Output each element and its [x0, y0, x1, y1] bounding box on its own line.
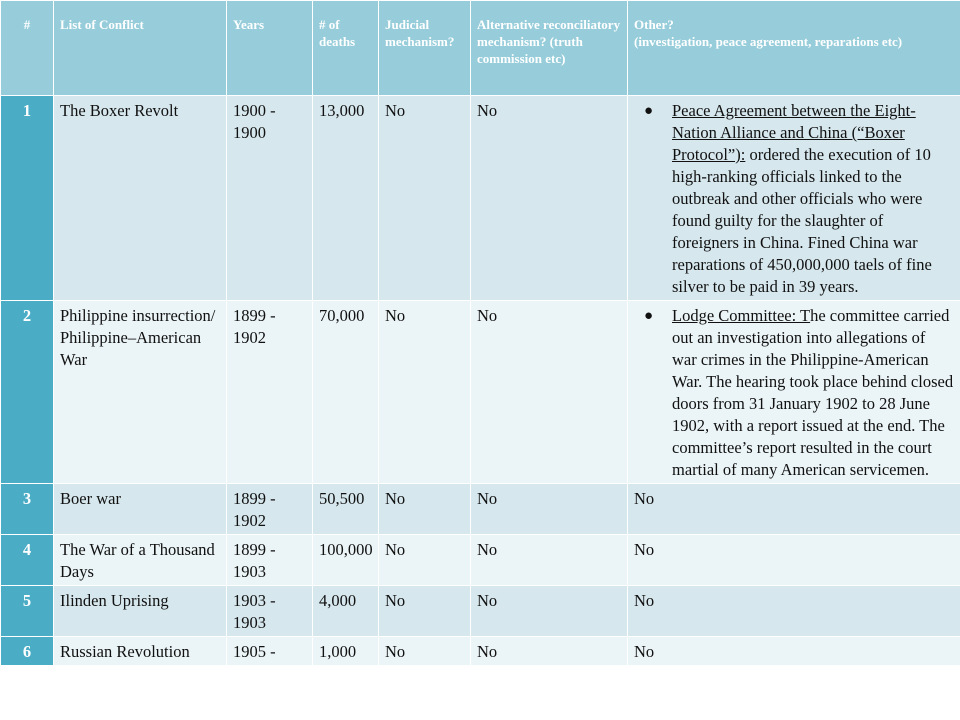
row-number: 1: [1, 96, 54, 301]
table-row: [1, 535, 960, 586]
bullet-icon: ●: [644, 308, 654, 324]
other-text: ordered the execution of 10 high-ranking officials linked to the outbreak and other officials who were found guilty for the slaughter of foreigners in China. Fined China war reparations of 450,000,000 taels of fine silver to be paid in 39 years.: [672, 145, 932, 296]
other-measures: No: [628, 637, 960, 666]
conflict-deaths: 100,000: [313, 535, 379, 586]
conflict-name: Philippine insurrection/ Philippine–American War: [54, 301, 227, 484]
other-list-item: [644, 100, 954, 298]
header-other: [628, 1, 960, 96]
conflict-years: 1899 - 1902: [227, 484, 313, 535]
judicial-mechanism: No: [379, 586, 471, 637]
conflict-deaths: 4,000: [313, 586, 379, 637]
judicial-mechanism: No: [379, 637, 471, 666]
header-deaths: # of deaths: [313, 1, 379, 96]
alternative-mechanism: No: [471, 637, 628, 666]
row-number: 5: [1, 586, 54, 637]
row-number: 6: [1, 637, 54, 666]
conflict-name: The Boxer Revolt: [54, 96, 227, 301]
alternative-mechanism: No: [471, 96, 628, 301]
other-measures: [628, 301, 960, 484]
table-body: [1, 96, 960, 666]
table-header: [1, 1, 960, 96]
other-list-item: [644, 305, 954, 481]
other-text: he committee carried out an investigation into allegations of war crimes in the Philippine-American War. The hearing took place behind closed doors from 31 January 1902 to 28 June 1902, with a report issued at the end. The committee’s report resulted in the court martial of many American servicemen.: [672, 306, 954, 479]
header-other-subtitle: (investigation, peace agreement, reparations etc): [634, 34, 903, 49]
alternative-mechanism: No: [471, 586, 628, 637]
conflict-name: Boer war: [54, 484, 227, 535]
conflict-deaths: 50,500: [313, 484, 379, 535]
other-heading: Peace Agreement between the Eight-Nation Alliance and China (“Boxer Protocol”):: [672, 101, 916, 164]
header-row: [1, 1, 960, 96]
conflict-years: 1900 - 1900: [227, 96, 313, 301]
conflict-years: 1903 - 1903: [227, 586, 313, 637]
conflict-years: 1905 -: [227, 637, 313, 666]
alternative-mechanism: No: [471, 484, 628, 535]
other-measures: No: [628, 586, 960, 637]
table-row: [1, 484, 960, 535]
header-years: Years: [227, 1, 313, 96]
conflict-deaths: 70,000: [313, 301, 379, 484]
judicial-mechanism: No: [379, 535, 471, 586]
header-alternative: Alternative reconciliatory mechanism? (truth commission etc): [471, 1, 628, 96]
judicial-mechanism: No: [379, 96, 471, 301]
row-number: 2: [1, 301, 54, 484]
header-judicial: Judicial mechanism?: [379, 1, 471, 96]
conflict-name: Ilinden Uprising: [54, 586, 227, 637]
alternative-mechanism: No: [471, 301, 628, 484]
row-number: 3: [1, 484, 54, 535]
header-other-title: Other?: [634, 17, 674, 32]
table-row: [1, 301, 960, 484]
judicial-mechanism: No: [379, 301, 471, 484]
table-row: [1, 96, 960, 301]
row-number: 4: [1, 535, 54, 586]
other-list: [634, 305, 954, 481]
header-conflict: List of Conflict: [54, 1, 227, 96]
judicial-mechanism: No: [379, 484, 471, 535]
conflict-name: The War of a Thousand Days: [54, 535, 227, 586]
conflict-years: 1899 - 1902: [227, 301, 313, 484]
other-list: [634, 100, 954, 298]
other-measures: No: [628, 484, 960, 535]
conflict-name: Russian Revolution: [54, 637, 227, 666]
other-heading: Lodge Committee: T: [672, 306, 811, 325]
conflict-deaths: 1,000: [313, 637, 379, 666]
table-row: [1, 637, 960, 666]
other-measures: [628, 96, 960, 301]
bullet-icon: ●: [644, 103, 654, 119]
alternative-mechanism: No: [471, 535, 628, 586]
table-row: [1, 586, 960, 637]
other-measures: No: [628, 535, 960, 586]
conflict-deaths: 13,000: [313, 96, 379, 301]
conflict-years: 1899 - 1903: [227, 535, 313, 586]
header-number: #: [1, 1, 54, 96]
